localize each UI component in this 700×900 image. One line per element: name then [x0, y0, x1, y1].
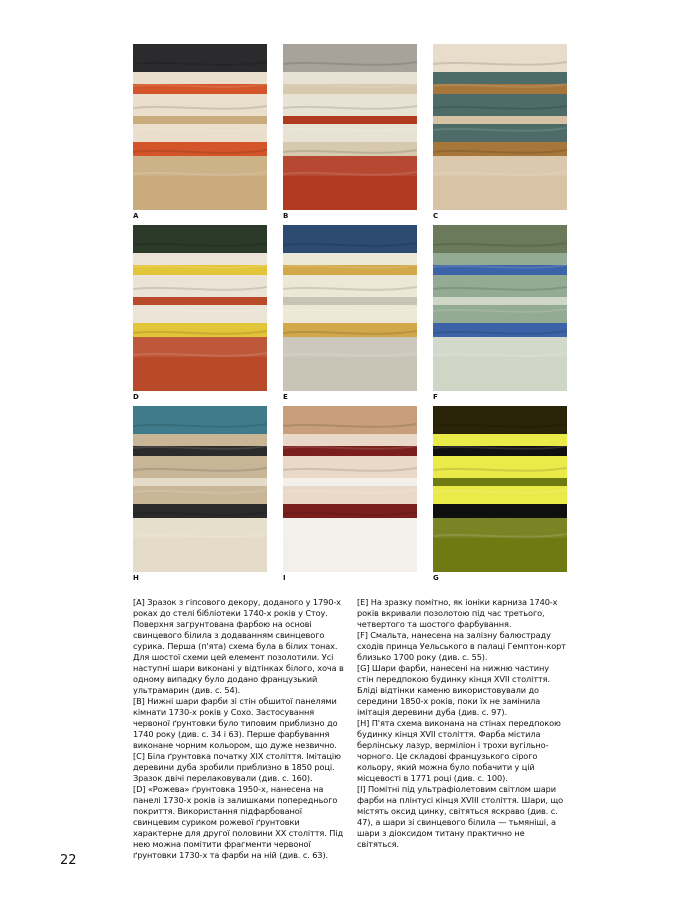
sample-photo-d [133, 225, 267, 391]
caption-f: [F] Смальта, нанесена на залізну балюстраду сходів принца Уельського в палаці Гемптон-корт близько 1700 року (див. с. 55). [357, 630, 566, 662]
captions-left-column [133, 597, 345, 861]
sample-label-a: A [133, 212, 139, 220]
captions-right-column [357, 597, 567, 850]
caption-g: [G] Шари фарби, нанесені на нижню частину стін передпокою будинку кінця XVII століття. Бліді відтінки каменю використовували до середини 1850-х років, поки їх не замінила імітація деревини дуба (див. с. 97). [357, 663, 550, 717]
sample-photo-b [283, 44, 417, 210]
caption-b: [B] Нижні шари фарби зі стін обшитої панелями кімнати 1730-х років у Сохо. Застосування червоної ґрунтовки було типовим приблизно до 1740 року (див. с. 34 і 63). Перше фарбування виконане чорним кольором, що дуже незвично. [133, 696, 338, 750]
sample-photo-i [283, 406, 417, 572]
cross-section-image [133, 44, 267, 210]
cross-section-image [433, 225, 567, 391]
caption-h: [H] П'ята схема виконана на стінах передпокою будинку кінця XVII століття. Фарба містила берлінську лазур, верміліон і трохи вугільно-чорного. Це складові французького сірого кольору, який можна було побачити у цій місцевості в 1771 році (див. с. 100). [357, 718, 561, 783]
cross-section-image [283, 225, 417, 391]
sample-label-g: G [433, 574, 439, 582]
sample-photo-f [433, 225, 567, 391]
caption-i: [I] Помітні під ультрафіолетовим світлом шари фарби на плінтусі кінця XVIII століття. Шари, що містять оксид цинку, світяться яскраво (див. с. 47), а шари зі свинцевого білила — тьмяніші, а шари з діоксидом титану практично не світяться. [357, 784, 563, 849]
caption-c: [C] Біла ґрунтовка початку XIX століття. Імітацію деревини дуба зробили приблизно в 1850 році. Зразок двічі перелаковували (див. с. 160). [133, 751, 341, 783]
sample-photo-h [133, 406, 267, 572]
cross-section-image [283, 406, 417, 572]
caption-e: [E] На зразку помітно, як іоніки карниза 1740-х років вкривали позолотою під час третього, четвертого та шостого фарбування. [357, 597, 558, 629]
sample-label-e: E [283, 393, 288, 401]
sample-photo-g [433, 406, 567, 572]
cross-section-image [283, 44, 417, 210]
sample-label-d: D [133, 393, 139, 401]
caption-a: [A] Зразок з гіпсового декору, доданого у 1790-х роках до стелі бібліотеки 1740-х років у Стоу. Поверхня загрунтована фарбою на основі свинцевого білила з додаванням свинцевого сурика. Перша (п'ята) схема була в білих тонах. Для шостої схеми цей елемент позолотили. Усі наступні шари виконані у відтінках білого, хоча в одному випадку було додано французький ультрамарин (див. с. 54). [133, 597, 344, 695]
sample-label-b: B [283, 212, 289, 220]
cross-section-image [433, 44, 567, 210]
cross-section-image [133, 406, 267, 572]
sample-photo-a [133, 44, 267, 210]
sample-label-i: I [283, 574, 286, 582]
sample-photo-grid [133, 44, 567, 584]
caption-d: [D] «Рожева» ґрунтовка 1950-х, нанесена на панелі 1730-х років із залишками попереднього покриття. Використання підфарбованої свинцевим суриком рожевої ґрунтовки характерне для другої половини XX століття. Під нею можна помітити фрагменти червоної ґрунтовки 1730-х та фарби на ній (див. с. 63). [133, 784, 344, 860]
sample-photo-e [283, 225, 417, 391]
cross-section-image [433, 406, 567, 572]
sample-label-c: C [433, 212, 439, 220]
cross-section-image [133, 225, 267, 391]
page-number: 22 [60, 853, 77, 868]
sample-label-h: H [133, 574, 139, 582]
sample-photo-c [433, 44, 567, 210]
sample-label-f: F [433, 393, 438, 401]
